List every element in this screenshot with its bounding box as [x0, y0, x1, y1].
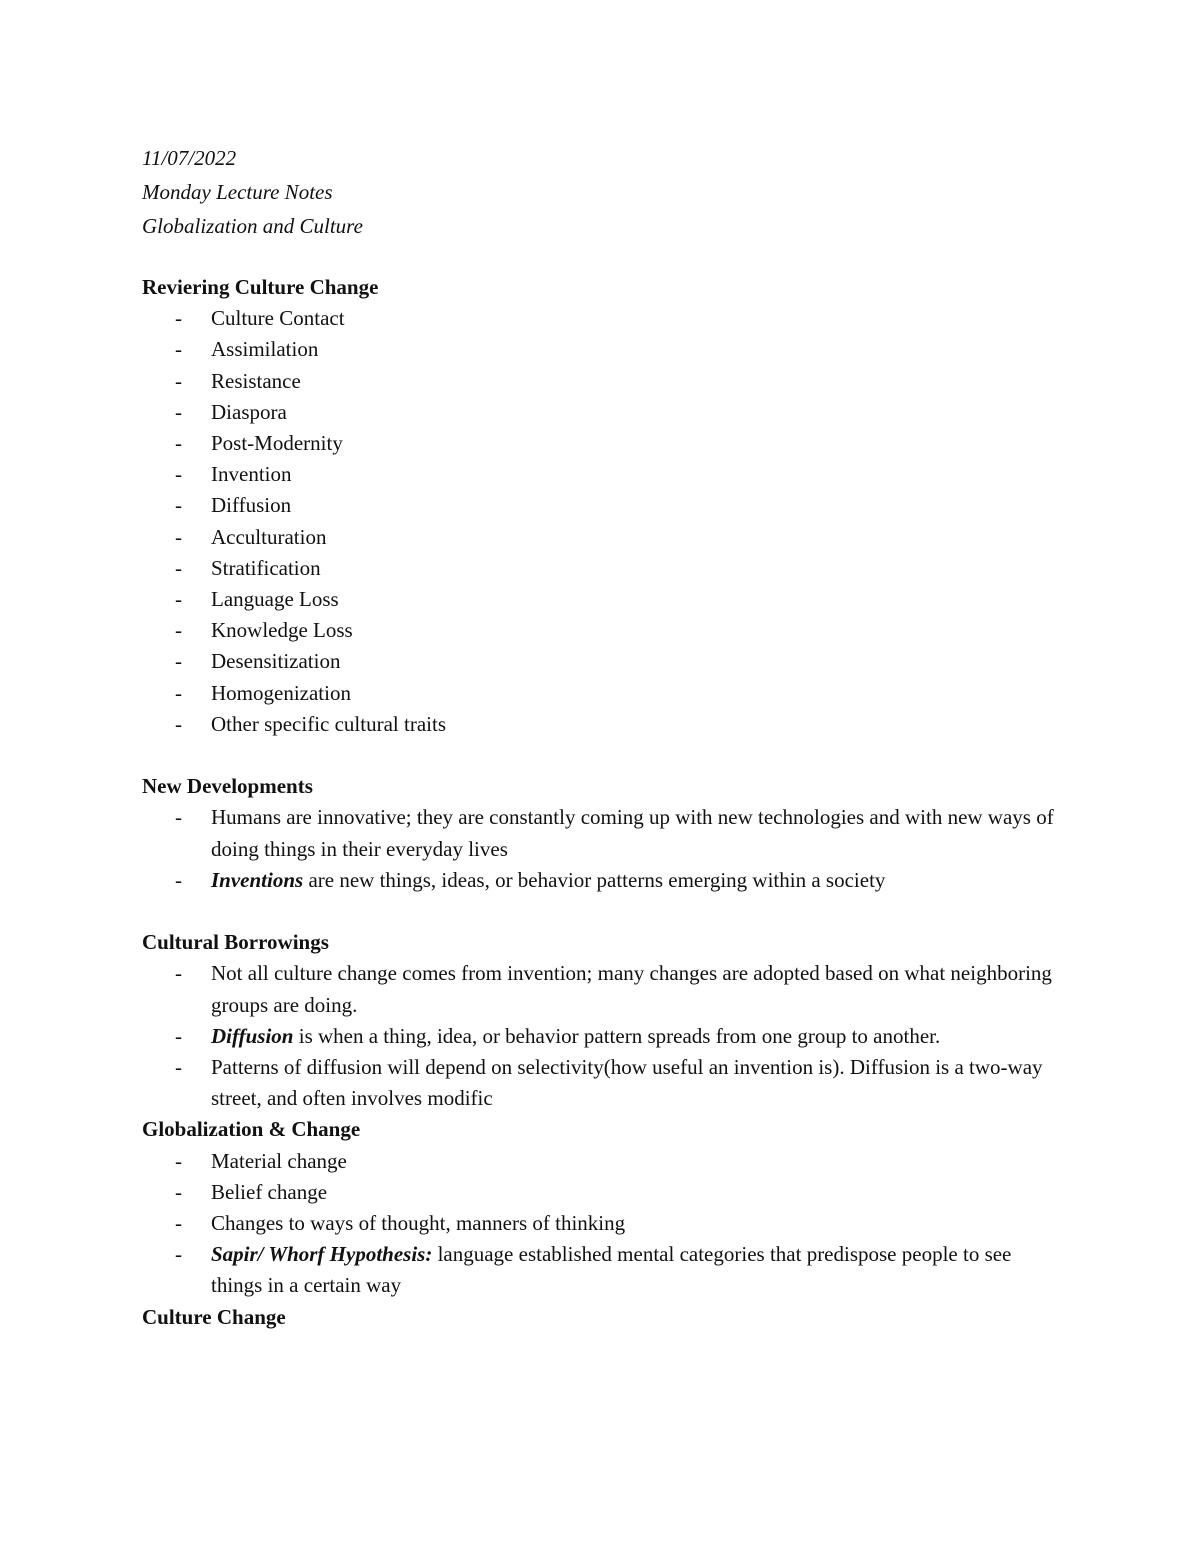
list-item	[142, 709, 1062, 740]
list-item	[142, 1177, 1062, 1208]
subtitle-line: Monday Lecture Notes	[142, 180, 333, 204]
list-item-text: are new things, ideas, or behavior patterns emerging within a society	[303, 867, 886, 892]
list-item	[142, 1021, 1062, 1052]
list-item	[142, 615, 1062, 646]
list-item	[142, 428, 1062, 459]
topic-line: Globalization and Culture	[142, 214, 363, 238]
list-item-text: Desensitization	[211, 649, 341, 674]
bullet-dash: -	[175, 711, 182, 736]
bullet-dash: -	[175, 1179, 182, 1204]
bullet-dash: -	[175, 1023, 182, 1048]
list-item-text: Language Loss	[211, 587, 339, 612]
list-item	[142, 366, 1062, 397]
list-item-text: is when a thing, idea, or behavior pattern spreads from one group to another.	[293, 1023, 941, 1048]
spacer	[142, 740, 1062, 771]
list-item	[142, 522, 1062, 553]
list-item-text: Other specific cultural traits	[211, 711, 446, 736]
list-item-text: Stratification	[211, 555, 321, 580]
term-sapir-whorf: Sapir/ Whorf Hypothesis:	[211, 1242, 433, 1267]
list-item-text: Material change	[211, 1148, 347, 1173]
list-item-text: Assimilation	[211, 337, 319, 362]
bullet-list-new-developments	[142, 802, 1062, 896]
list-item-text: Diffusion	[211, 493, 292, 518]
bullet-list-reviewing	[142, 303, 1062, 740]
list-item	[142, 646, 1062, 677]
bullet-dash: -	[175, 805, 182, 830]
list-item-text: Knowledge Loss	[211, 618, 353, 643]
list-item-text: Changes to ways of thought, manners of thinking	[211, 1211, 626, 1236]
list-item	[142, 584, 1062, 615]
list-item-text: Acculturation	[211, 524, 327, 549]
section-heading-globalization-change: Globalization & Change	[142, 1117, 361, 1142]
bullet-dash: -	[175, 306, 182, 331]
bullet-dash: -	[175, 462, 182, 487]
section-heading-culture-change: Culture Change	[142, 1304, 286, 1329]
bullet-dash: -	[175, 1211, 182, 1236]
list-item-text: Homogenization	[211, 680, 351, 705]
bullet-dash: -	[175, 1055, 182, 1080]
list-item	[142, 490, 1062, 521]
bullet-dash: -	[175, 493, 182, 518]
bullet-dash: -	[175, 649, 182, 674]
bullet-dash: -	[175, 337, 182, 362]
bullet-dash: -	[175, 368, 182, 393]
bullet-dash: -	[175, 399, 182, 424]
list-item-text: Humans are innovative; they are constantly coming up with new technologies and with new ways of doing things in their everyday lives	[211, 805, 1054, 861]
date-line: 11/07/2022	[142, 146, 237, 170]
section-heading-cultural-borrowings: Cultural Borrowings	[142, 930, 329, 955]
list-item	[142, 1208, 1062, 1239]
list-item	[142, 334, 1062, 365]
list-item	[142, 397, 1062, 428]
bullet-dash: -	[175, 961, 182, 986]
term-diffusion: Diffusion	[211, 1023, 294, 1048]
bullet-dash: -	[175, 555, 182, 580]
bullet-dash: -	[175, 618, 182, 643]
list-item-text: Post-Modernity	[211, 431, 343, 456]
list-item-text: Culture Contact	[211, 306, 345, 331]
bullet-dash: -	[175, 431, 182, 456]
bullet-list-cultural-borrowings	[142, 958, 1062, 1114]
bullet-list-globalization-change	[142, 1146, 1062, 1302]
list-item-text: Invention	[211, 462, 292, 487]
term-inventions: Inventions	[211, 867, 304, 892]
section-heading-new-developments: New Developments	[142, 774, 313, 799]
spacer	[142, 243, 1062, 272]
list-item-text: Resistance	[211, 368, 301, 393]
list-item	[142, 1052, 1062, 1114]
spacer	[142, 896, 1062, 927]
list-item-text: Belief change	[211, 1179, 328, 1204]
list-item	[142, 678, 1062, 709]
list-item-text: Not all culture change comes from invention; many changes are adopted based on what neighboring groups are doing.	[211, 961, 1052, 1017]
list-item-text: Patterns of diffusion will depend on selectivity(how useful an invention is). Diffusion is a two-way street, and often involves modific	[211, 1055, 1043, 1111]
list-item	[142, 553, 1062, 584]
list-item	[142, 1146, 1062, 1177]
lecture-notes	[142, 141, 1062, 1333]
section-heading-reviewing: Reviering Culture Change	[142, 275, 379, 299]
bullet-dash: -	[175, 680, 182, 705]
bullet-dash: -	[175, 587, 182, 612]
list-item	[142, 303, 1062, 334]
list-item	[142, 1239, 1062, 1301]
list-item	[142, 802, 1062, 864]
bullet-dash: -	[175, 1148, 182, 1173]
list-item	[142, 958, 1062, 1020]
bullet-dash: -	[175, 1242, 182, 1267]
bullet-dash: -	[175, 867, 182, 892]
list-item-text: Diaspora	[211, 399, 287, 424]
list-item	[142, 865, 1062, 896]
bullet-dash: -	[175, 524, 182, 549]
list-item-text: language established mental categories that predispose people to see things in a certain way	[211, 1242, 1012, 1298]
list-item	[142, 459, 1062, 490]
